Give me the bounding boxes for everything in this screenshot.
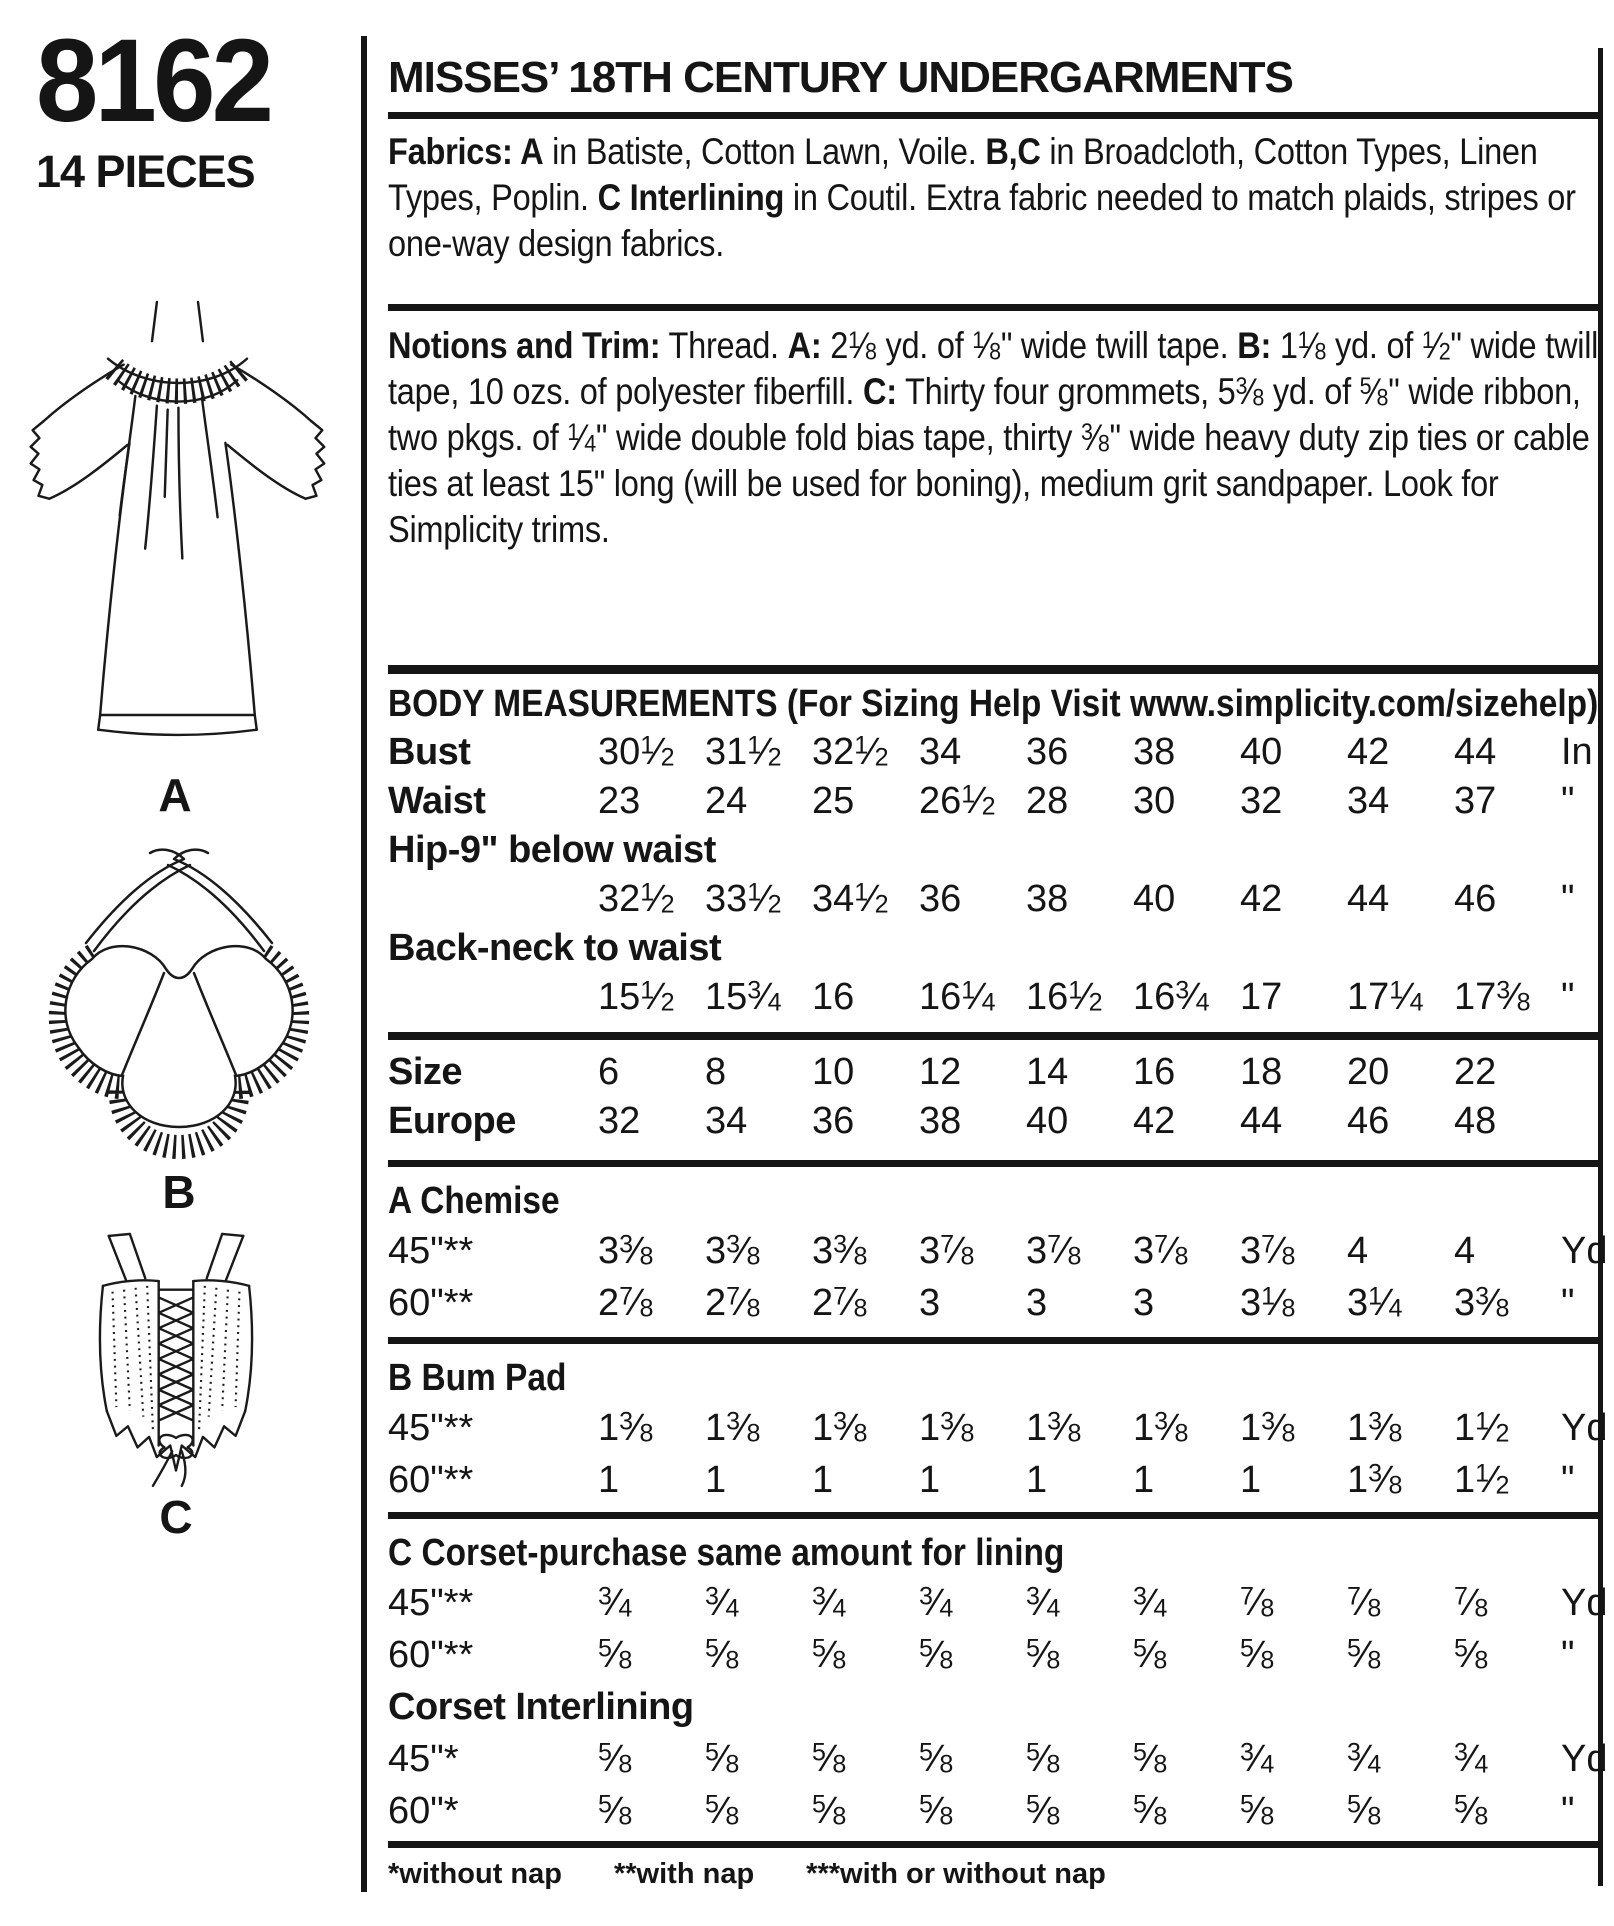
table-cell: 44 <box>1454 731 1497 773</box>
table-cell: 1 <box>598 1459 620 1501</box>
row-label: 45"** <box>388 1230 474 1272</box>
unit-cell: " <box>1561 1282 1575 1324</box>
notions-paragraph <box>388 323 1601 553</box>
table-cell: $^5⁄_8$ <box>812 1790 847 1832</box>
chemise-heading: A Chemise <box>388 1180 560 1222</box>
row-label: Size <box>388 1051 463 1093</box>
bold-text-run: C Interlining <box>597 177 785 218</box>
table-cell: 4 <box>1454 1230 1476 1272</box>
table-cell: 40 <box>1240 731 1283 773</box>
view-a-chemise-illustration <box>10 296 340 822</box>
view-b-bum-pad-illustration <box>12 833 346 1219</box>
table-cell: $1^3⁄_8$ <box>705 1407 761 1449</box>
table-cell: $^5⁄_8$ <box>598 1738 633 1780</box>
table-row <box>388 1629 1601 1681</box>
table-cell: 32 <box>598 1100 641 1142</box>
table-cell: $32^1⁄_2$ <box>812 731 889 773</box>
table-cell: $3^7⁄_8$ <box>1240 1230 1296 1272</box>
bold-text-run: C: <box>863 371 897 412</box>
chemise-line-art <box>14 296 337 766</box>
table-cell: 36 <box>812 1100 855 1142</box>
bum-pad-top-rule <box>388 1337 1601 1344</box>
table-cell: $3^7⁄_8$ <box>919 1230 975 1272</box>
table-cell: $1^3⁄_8$ <box>919 1407 975 1449</box>
row-label: 45"** <box>388 1582 474 1624</box>
table-cell: $32^1⁄_2$ <box>598 878 675 920</box>
table-cell: 44 <box>1240 1100 1283 1142</box>
row-label <box>388 973 598 1022</box>
table-row <box>388 1402 1608 1454</box>
table-cell: 44 <box>1347 878 1390 920</box>
text-run: Thirty four grommets, $5^3⁄_8$ yd. of $^5⁄_8$" wide ribbon, two pkgs. of $^1⁄_4$" wide double fold bias tape, thirty $^3⁄_8$" wide heavy duty zip ties or cable ties at least 15" long (will be used for boning), medium grit sandpaper. Look for Simplicity trims. <box>388 371 1590 550</box>
table-cell: $2^7⁄_8$ <box>598 1282 654 1324</box>
table-cell: $^3⁄_4$ <box>1454 1738 1489 1780</box>
row-label: Waist <box>388 780 486 822</box>
row-label: 45"** <box>388 1407 474 1449</box>
table-cell: 46 <box>1347 1100 1390 1142</box>
table-cell: $^5⁄_8$ <box>919 1634 954 1676</box>
table-cell: 25 <box>812 780 855 822</box>
table-cell: $^7⁄_8$ <box>1240 1582 1275 1624</box>
table-cell: $17^3⁄_8$ <box>1454 976 1531 1018</box>
fabrics-paragraph <box>388 129 1601 267</box>
table-row <box>388 1733 1608 1785</box>
unit-cell: Yd <box>1561 1582 1608 1624</box>
chemise-rows <box>388 1225 1608 1329</box>
table-cell: $1^3⁄_8$ <box>812 1407 868 1449</box>
table-cell: 1 <box>919 1459 941 1501</box>
sub-heading: Corset Interlining <box>388 1686 694 1728</box>
table-cell: $3^1⁄_8$ <box>1240 1282 1296 1324</box>
table-cell: $1^1⁄_2$ <box>1454 1459 1510 1501</box>
table-cell: 34 <box>919 731 962 773</box>
unit-cell: In <box>1561 731 1593 773</box>
footnote-rule <box>388 1841 1601 1848</box>
view-c-label: C <box>159 1491 193 1543</box>
table-cell: $^5⁄_8$ <box>1026 1634 1061 1676</box>
unit-cell: " <box>1561 780 1575 822</box>
table-row <box>388 777 1601 826</box>
table-cell: 40 <box>1026 1100 1069 1142</box>
table-cell: $^5⁄_8$ <box>1133 1790 1168 1832</box>
table-cell: 38 <box>919 1100 962 1142</box>
table-cell: $16^1⁄_2$ <box>1026 976 1103 1018</box>
table-cell: 32 <box>1240 780 1283 822</box>
table-cell: $3^1⁄_4$ <box>1347 1282 1403 1324</box>
table-row <box>388 924 1601 973</box>
table-cell: 18 <box>1240 1051 1283 1093</box>
pattern-number: 8162 <box>36 15 271 147</box>
table-cell: $^3⁄_4$ <box>1347 1738 1382 1780</box>
table-cell: $^5⁄_8$ <box>1240 1790 1275 1832</box>
sub-heading: Hip-9" below waist <box>388 829 716 871</box>
table-cell: $1^3⁄_8$ <box>1347 1459 1403 1501</box>
row-label: Bust <box>388 731 471 773</box>
main-content <box>388 40 1608 1892</box>
row-label: 60"** <box>388 1459 474 1501</box>
table-cell: 8 <box>705 1051 727 1093</box>
table-cell: $3^7⁄_8$ <box>1133 1230 1189 1272</box>
row-label: 60"* <box>388 1790 459 1832</box>
table-cell: 42 <box>1240 878 1283 920</box>
bold-text-run: B,C <box>985 131 1041 172</box>
table-cell: 48 <box>1454 1100 1497 1142</box>
view-a-label: A <box>158 769 192 821</box>
unit-cell: " <box>1561 878 1575 920</box>
corset-line-art <box>51 1228 301 1488</box>
corset-yardage-table <box>388 1529 1608 1837</box>
text-run: in Batiste, Cotton Lawn, Voile. <box>543 131 986 172</box>
table-cell: $^5⁄_8$ <box>812 1738 847 1780</box>
table-cell: 3 <box>919 1282 941 1324</box>
chemise-yardage-table <box>388 1177 1608 1329</box>
table-cell: $15^1⁄_2$ <box>598 976 675 1018</box>
table-cell: 30 <box>1133 780 1176 822</box>
measurements-top-rule <box>388 665 1601 674</box>
left-column-divider <box>361 36 367 1892</box>
table-cell: 6 <box>598 1051 620 1093</box>
page-title: MISSES’ 18TH CENTURY UNDERGARMENTS <box>388 53 1293 102</box>
bum-pad-yardage-table <box>388 1354 1608 1506</box>
body-measurements-table <box>388 680 1601 1022</box>
unit-cell: " <box>1561 976 1575 1018</box>
table-cell: $3^7⁄_8$ <box>1026 1230 1082 1272</box>
unit-cell: Yd <box>1561 1738 1608 1780</box>
table-cell: 3 <box>1026 1282 1048 1324</box>
table-row <box>388 1225 1608 1277</box>
table-cell: $^5⁄_8$ <box>1026 1738 1061 1780</box>
table-cell: 4 <box>1347 1230 1369 1272</box>
table-cell: 1 <box>1240 1459 1262 1501</box>
table-row <box>388 728 1601 777</box>
table-cell: $15^3⁄_4$ <box>705 976 782 1018</box>
unit-cell: " <box>1561 1790 1575 1832</box>
table-cell: 12 <box>919 1051 962 1093</box>
footnote-with-nap: **with nap <box>613 1858 755 1890</box>
size-rows <box>388 1048 1601 1146</box>
table-cell: $3^3⁄_8$ <box>812 1230 868 1272</box>
table-cell: $3^3⁄_8$ <box>598 1230 654 1272</box>
chemise-top-rule <box>388 1160 1601 1167</box>
table-cell: $^3⁄_4$ <box>598 1582 633 1624</box>
table-cell: 36 <box>919 878 962 920</box>
table-cell: $^5⁄_8$ <box>598 1790 633 1832</box>
table-cell: $^5⁄_8$ <box>705 1738 740 1780</box>
bold-text-run: A: <box>787 325 822 366</box>
table-cell: $1^3⁄_8$ <box>1133 1407 1189 1449</box>
table-cell: 36 <box>1026 731 1069 773</box>
table-cell: 42 <box>1347 731 1390 773</box>
sub-heading: Back-neck to waist <box>388 927 722 969</box>
table-cell: $^3⁄_4$ <box>1240 1738 1275 1780</box>
table-cell: $^5⁄_8$ <box>1026 1790 1061 1832</box>
table-cell: $31^1⁄_2$ <box>705 731 782 773</box>
table-cell: $^5⁄_8$ <box>1133 1634 1168 1676</box>
table-cell: $^5⁄_8$ <box>705 1634 740 1676</box>
table-cell: $^5⁄_8$ <box>919 1738 954 1780</box>
row-label: 60"** <box>388 1282 474 1324</box>
table-cell: $1^3⁄_8$ <box>1026 1407 1082 1449</box>
table-cell: $^7⁄_8$ <box>1454 1582 1489 1624</box>
table-cell: 42 <box>1133 1100 1176 1142</box>
row-label: 45"* <box>388 1738 459 1780</box>
table-cell: $1^1⁄_2$ <box>1454 1407 1510 1449</box>
table-cell: 14 <box>1026 1051 1069 1093</box>
table-cell: $^5⁄_8$ <box>1454 1634 1489 1676</box>
table-cell: $^5⁄_8$ <box>919 1790 954 1832</box>
table-cell: 1 <box>705 1459 727 1501</box>
table-cell: $^3⁄_4$ <box>1133 1582 1168 1624</box>
table-cell: 3 <box>1133 1282 1155 1324</box>
table-row <box>388 1097 1601 1146</box>
table-cell: 38 <box>1133 731 1176 773</box>
piece-count: 14 PIECES <box>36 146 255 197</box>
table-cell: 28 <box>1026 780 1069 822</box>
footnote-without-nap: *without nap <box>388 1858 562 1890</box>
table-cell: $1^3⁄_8$ <box>1347 1407 1403 1449</box>
unit-cell <box>1561 1048 1601 1097</box>
table-row <box>388 1277 1601 1329</box>
corset-top-rule <box>388 1512 1601 1519</box>
table-cell: 1 <box>1133 1459 1155 1501</box>
table-row <box>388 875 1601 924</box>
table-cell: $34^1⁄_2$ <box>812 878 889 920</box>
corset-heading: C Corset-purchase same amount for lining <box>388 1532 1065 1574</box>
bold-text-run: B: <box>1237 325 1272 366</box>
table-cell: $^5⁄_8$ <box>1347 1634 1382 1676</box>
table-cell: $1^3⁄_8$ <box>1240 1407 1296 1449</box>
table-cell: 34 <box>1347 780 1390 822</box>
table-cell: $^3⁄_4$ <box>705 1582 740 1624</box>
table-cell: 16 <box>1133 1051 1176 1093</box>
row-label: 60"** <box>388 1634 474 1676</box>
unit-cell <box>1561 1097 1601 1146</box>
corset-rows <box>388 1577 1608 1837</box>
table-cell: $^5⁄_8$ <box>1454 1790 1489 1832</box>
text-run: $1^1⁄_8$ yd. of $^1⁄_2$" wide twill tape, 10 ozs. of polyester fiberfill. <box>388 325 1599 412</box>
table-cell: $^5⁄_8$ <box>812 1634 847 1676</box>
table-cell: $16^3⁄_4$ <box>1133 976 1210 1018</box>
table-cell: $16^1⁄_4$ <box>919 976 996 1018</box>
table-cell: $^5⁄_8$ <box>705 1790 740 1832</box>
sizes-top-rule <box>388 1032 1601 1040</box>
table-cell: $30^1⁄_2$ <box>598 731 675 773</box>
bold-text-run: Fabrics: A <box>388 131 544 172</box>
table-row <box>388 1681 1601 1733</box>
table-cell: 34 <box>705 1100 748 1142</box>
row-label: Europe <box>388 1100 516 1142</box>
table-cell: 24 <box>705 780 748 822</box>
table-cell: $^5⁄_8$ <box>1240 1634 1275 1676</box>
table-cell: 40 <box>1133 878 1176 920</box>
table-cell: 17 <box>1240 976 1283 1018</box>
unit-cell: " <box>1561 1634 1575 1676</box>
footnote-with-or-without-nap: ***with or without nap <box>806 1858 1106 1890</box>
footnote <box>388 1856 1601 1892</box>
table-cell: $2^7⁄_8$ <box>705 1282 761 1324</box>
table-cell: 20 <box>1347 1051 1390 1093</box>
bold-text-run: Notions and Trim: <box>388 325 661 366</box>
table-cell: 1 <box>812 1459 834 1501</box>
text-run: Thread. <box>660 325 788 366</box>
bum-pad-line-art <box>14 833 344 1163</box>
body-measurements-heading: BODY MEASUREMENTS (For Sizing Help Visit www.simplicity.com/sizehelp) <box>388 683 1599 725</box>
table-cell: 46 <box>1454 878 1497 920</box>
row-label <box>388 875 598 924</box>
text-run: in Broadcloth, Cotton Types, Linen Types, Poplin. <box>388 131 1538 218</box>
unit-cell: Yd <box>1561 1407 1608 1449</box>
left-panel <box>36 15 356 198</box>
table-cell: $^3⁄_4$ <box>1026 1582 1061 1624</box>
table-cell: $^5⁄_8$ <box>1347 1790 1382 1832</box>
table-row <box>388 1454 1601 1506</box>
body-measurements-rows <box>388 728 1601 1022</box>
bum-pad-heading: B Bum Pad <box>388 1357 567 1399</box>
table-cell: $^3⁄_4$ <box>812 1582 847 1624</box>
table-row <box>388 1785 1601 1837</box>
table-cell: 16 <box>812 976 855 1018</box>
size-table <box>388 1048 1601 1146</box>
unit-cell: " <box>1561 1459 1575 1501</box>
table-cell: 1 <box>1026 1459 1048 1501</box>
table-cell: 22 <box>1454 1051 1497 1093</box>
table-cell: $^3⁄_4$ <box>919 1582 954 1624</box>
table-cell: 37 <box>1454 780 1497 822</box>
table-cell: $17^1⁄_4$ <box>1347 976 1424 1018</box>
table-cell: $33^1⁄_2$ <box>705 878 782 920</box>
unit-cell: Yd <box>1561 1230 1608 1272</box>
table-row <box>388 1577 1608 1629</box>
table-row <box>388 973 1601 1022</box>
bum-pad-rows <box>388 1402 1608 1506</box>
table-row <box>388 826 1601 875</box>
table-row <box>388 1048 1601 1097</box>
text-run: in Coutil. Extra fabric needed to match plaids, stripes or one-way design fabrics. <box>388 177 1576 264</box>
table-cell: $^5⁄_8$ <box>1133 1738 1168 1780</box>
table-cell: $2^7⁄_8$ <box>812 1282 868 1324</box>
view-b-label: B <box>162 1166 196 1218</box>
table-cell: $3^3⁄_8$ <box>705 1230 761 1272</box>
table-cell: $^5⁄_8$ <box>598 1634 633 1676</box>
title-rule <box>388 112 1601 119</box>
table-cell: $1^3⁄_8$ <box>598 1407 654 1449</box>
table-cell: 23 <box>598 780 641 822</box>
table-cell: 10 <box>812 1051 855 1093</box>
table-cell: 38 <box>1026 878 1069 920</box>
table-cell: $26^1⁄_2$ <box>919 780 996 822</box>
text-run: $2^1⁄_8$ yd. of $^1⁄_8$" wide twill tape. <box>821 325 1238 366</box>
fabrics-rule <box>388 304 1601 311</box>
table-cell: $^7⁄_8$ <box>1347 1582 1382 1624</box>
view-c-corset-illustration <box>48 1228 304 1544</box>
table-cell: $3^3⁄_8$ <box>1454 1282 1510 1324</box>
